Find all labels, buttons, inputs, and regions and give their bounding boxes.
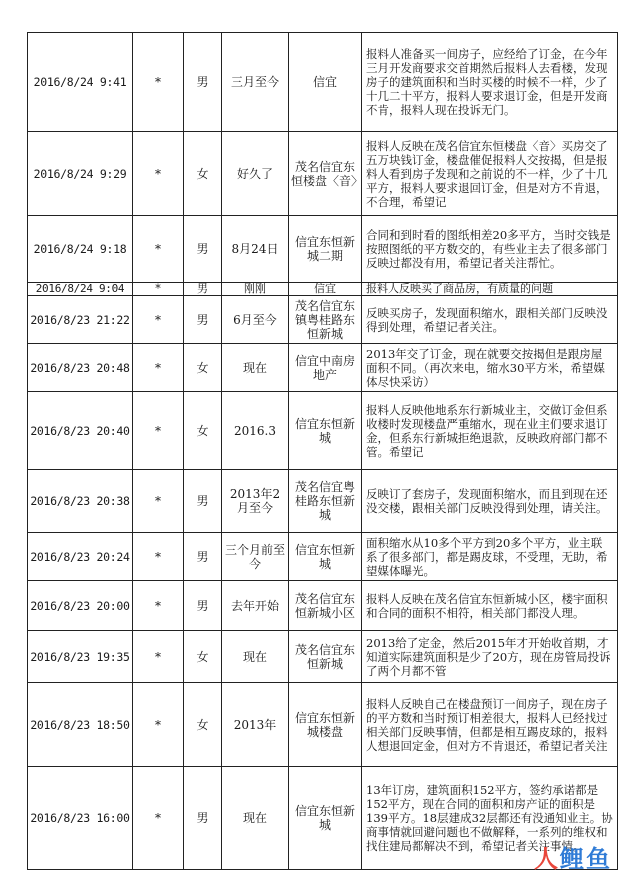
row-period: 2016.3 bbox=[222, 392, 289, 470]
row-star: * bbox=[133, 283, 184, 296]
watermark-logo bbox=[534, 839, 612, 874]
table-row bbox=[28, 767, 618, 870]
table-row bbox=[28, 33, 618, 132]
row-description: 报料人反映自己在楼盘预订一间房子，现在房子的平方数和当时预订相差很大，报料人已经找过相关部门反映事情，但都是相互踢皮球的，报料人想退回定金，但对方不肯退还，希望记者关注 bbox=[362, 683, 618, 767]
row-gender: 女 bbox=[184, 392, 222, 470]
row-gender: 女 bbox=[184, 683, 222, 767]
row-description: 2013给了定金，然后2015年才开始收首期，才知道实际建筑面积是少了20方，现在房管局投诉了两个月都不管 bbox=[362, 631, 618, 683]
row-gender: 男 bbox=[184, 581, 222, 631]
row-location: 信宜东恒新城二期 bbox=[289, 216, 362, 283]
row-location: 信宜 bbox=[289, 33, 362, 132]
row-period: 2013年2月至今 bbox=[222, 470, 289, 533]
row-time: 2016/8/23 21:22 bbox=[28, 296, 133, 344]
row-period: 现在 bbox=[222, 344, 289, 392]
row-location: 信宜东恒新城 bbox=[289, 767, 362, 870]
table-row bbox=[28, 533, 618, 581]
row-gender: 女 bbox=[184, 344, 222, 392]
row-time: 2016/8/23 20:48 bbox=[28, 344, 133, 392]
row-gender: 男 bbox=[184, 296, 222, 344]
row-gender: 男 bbox=[184, 283, 222, 296]
table-row bbox=[28, 470, 618, 533]
row-time: 2016/8/23 20:24 bbox=[28, 533, 133, 581]
row-star: * bbox=[133, 581, 184, 631]
row-location: 信宜 bbox=[289, 283, 362, 296]
row-period: 三个月前至今 bbox=[222, 533, 289, 581]
row-description: 报料人准备买一间房子，应经给了订金，在今年三月开发商要求交首期然后报料人去看楼，发现房子的建筑面积和当时买楼的时候不一样，少了十几二十平方，报料人要求退订金，但是开发商不肯，报料人现在投诉无门。 bbox=[362, 33, 618, 132]
table-row bbox=[28, 344, 618, 392]
row-time: 2016/8/24 9:04 bbox=[28, 283, 133, 296]
row-time: 2016/8/24 9:29 bbox=[28, 132, 133, 216]
row-period: 现在 bbox=[222, 767, 289, 870]
row-description: 合同和到时看的图纸相差20多平方，当时交钱是按照图纸的平方数交的，有些业主去了很多部门反映过都没有用，希望记者关注帮忙。 bbox=[362, 216, 618, 283]
row-gender: 男 bbox=[184, 216, 222, 283]
row-time: 2016/8/23 20:40 bbox=[28, 392, 133, 470]
row-star: * bbox=[133, 344, 184, 392]
row-location: 茂名信宜粤桂路东恒新城 bbox=[289, 470, 362, 533]
row-star: * bbox=[133, 767, 184, 870]
row-period: 好久了 bbox=[222, 132, 289, 216]
row-period: 刚刚 bbox=[222, 283, 289, 296]
table-row bbox=[28, 683, 618, 767]
table-row bbox=[28, 581, 618, 631]
row-time: 2016/8/23 18:50 bbox=[28, 683, 133, 767]
row-location: 信宜东恒新城楼盘 bbox=[289, 683, 362, 767]
row-star: * bbox=[133, 683, 184, 767]
row-location: 信宜东恒新城 bbox=[289, 392, 362, 470]
row-location: 茂名信宜东恒新城 bbox=[289, 631, 362, 683]
row-time: 2016/8/23 19:35 bbox=[28, 631, 133, 683]
row-location: 茂名信宜东恒新城小区 bbox=[289, 581, 362, 631]
row-gender: 男 bbox=[184, 33, 222, 132]
row-gender: 男 bbox=[184, 767, 222, 870]
row-description: 面积缩水从10多个平方到20多个平方，业主联系了很多部门，都是踢皮球，不受理，无助，希望媒体曝光。 bbox=[362, 533, 618, 581]
row-period: 现在 bbox=[222, 631, 289, 683]
row-period: 2013年 bbox=[222, 683, 289, 767]
row-star: * bbox=[133, 533, 184, 581]
table-row bbox=[28, 132, 618, 216]
row-star: * bbox=[133, 216, 184, 283]
row-period: 去年开始 bbox=[222, 581, 289, 631]
row-gender: 男 bbox=[184, 533, 222, 581]
table-row bbox=[28, 631, 618, 683]
row-description: 报料人反映在茂名信宜东恒新城小区，楼宇面积和合同的面积不相符，相关部门都没人理。 bbox=[362, 581, 618, 631]
row-description: 报料人反映买了商品房，有质量的问题 bbox=[362, 283, 618, 296]
row-location: 信宜中南房地产 bbox=[289, 344, 362, 392]
row-description: 反映订了套房子，发现面积缩水，而且到现在还没交楼，跟相关部门反映没得到处理，请关注。 bbox=[362, 470, 618, 533]
table-body bbox=[28, 33, 618, 870]
row-location: 茂名信宜东镇粤桂路东恒新城 bbox=[289, 296, 362, 344]
row-location: 茂名信宜东恒楼盘〈音〉 bbox=[289, 132, 362, 216]
row-gender: 男 bbox=[184, 470, 222, 533]
complaint-table-wrapper bbox=[27, 32, 618, 870]
row-time: 2016/8/23 16:00 bbox=[28, 767, 133, 870]
watermark-text: 鲤鱼 bbox=[560, 845, 612, 873]
table-row bbox=[28, 392, 618, 470]
row-star: * bbox=[133, 470, 184, 533]
row-description: 报料人反映在茂名信宜东恒楼盘〈音〉买房交了五万块钱订金，楼盘催促报料人交按揭，但是报料人看到房子发现和之前说的不一样，少了十几平方，报料人要求退回订金，但是对方不肯退，不合理，希望记 bbox=[362, 132, 618, 216]
row-star: * bbox=[133, 392, 184, 470]
row-gender: 女 bbox=[184, 132, 222, 216]
row-gender: 女 bbox=[184, 631, 222, 683]
row-period: 8月24日 bbox=[222, 216, 289, 283]
row-period: 6月至今 bbox=[222, 296, 289, 344]
row-period: 三月至今 bbox=[222, 33, 289, 132]
row-description: 13年订房，建筑面积152平方，签约承诺都是152平方，现在合同的面积和房产证的面积是139平方。18层建成32层都还有没通知业主。协商事情就回避问题也不做解释，一系列的维权和找住建局都解决不到，希望记者关注事情。 bbox=[362, 767, 618, 870]
row-star: * bbox=[133, 631, 184, 683]
row-time: 2016/8/23 20:38 bbox=[28, 470, 133, 533]
table-row bbox=[28, 283, 618, 296]
watermark-mark: 人 bbox=[534, 845, 558, 873]
row-star: * bbox=[133, 132, 184, 216]
row-star: * bbox=[133, 296, 184, 344]
row-time: 2016/8/24 9:41 bbox=[28, 33, 133, 132]
row-location: 信宜东恒新城 bbox=[289, 533, 362, 581]
row-description: 2013年交了订金，现在就要交按揭但是跟房屋面积不同。（再次来电，缩水30平方米，希望媒体尽快采访） bbox=[362, 344, 618, 392]
complaint-table bbox=[27, 32, 618, 870]
table-row bbox=[28, 296, 618, 344]
row-time: 2016/8/23 20:00 bbox=[28, 581, 133, 631]
row-star: * bbox=[133, 33, 184, 132]
row-description: 反映买房子，发现面积缩水，跟相关部门反映没得到处理，希望记者关注。 bbox=[362, 296, 618, 344]
row-description: 报料人反映他地系东行新城业主，交做订金但系收楼时发现楼盘严重缩水，现在业主们要求退订金，但系东行新城拒绝退款，反映政府部门都不管。希望记 bbox=[362, 392, 618, 470]
row-time: 2016/8/24 9:18 bbox=[28, 216, 133, 283]
table-row bbox=[28, 216, 618, 283]
